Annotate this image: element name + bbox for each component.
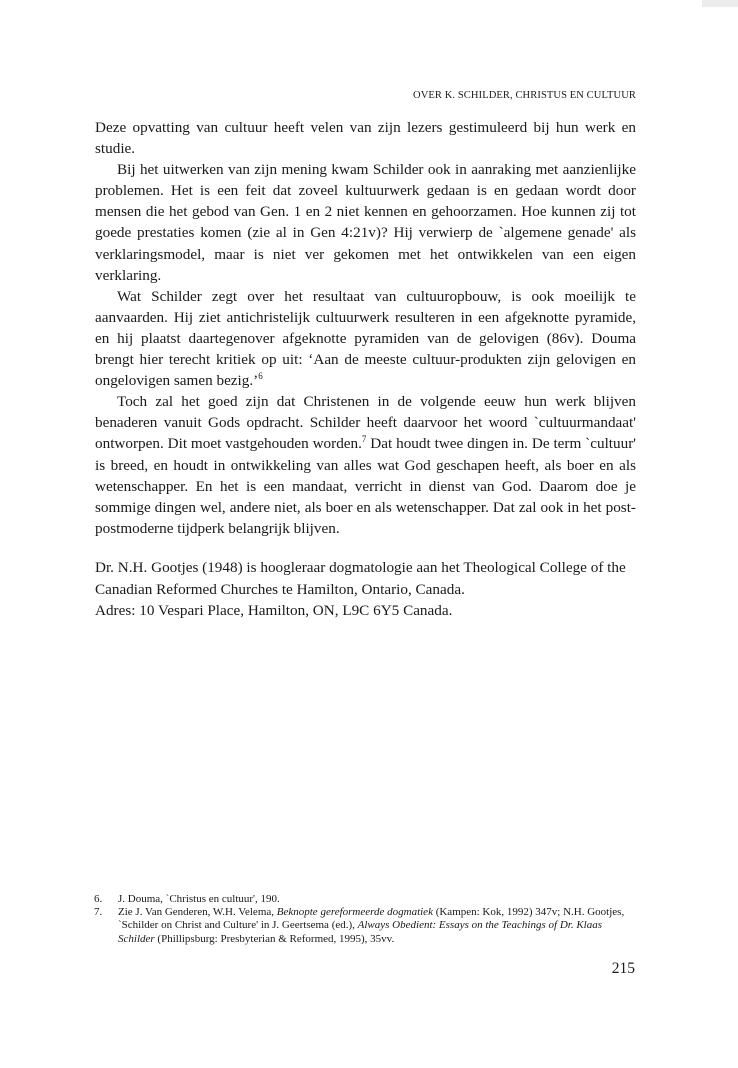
footnote-7 [94,906,639,946]
footnote-book-title: Beknopte gereformeerde dogmatiek [276,906,433,919]
footnote-6 [94,893,639,906]
footnote-book-title: Always Obedient: Essays on the Teachings of Dr. Klaas Schilder [118,919,602,945]
paragraph-3-text: Wat Schilder zegt over het resultaat van cultuuropbouw, is ook moeilijk te aanvaarden. Hij ziet antichristelijk cultuurwerk resulteren in een afgeknotte pyramide, en hij plaatst daartegenover afgeknotte pyramiden van de gelovigen (86v). Douma brengt hier terecht kritiek op uit: ‘Aan de meeste cultuur-produkten zijn gelovigen en ongelovigen samen bezig.’ [95,287,636,390]
footnote-text-part: (Kampen: Kok, 1992) 347v; N.H. Gootjes, `Schilder on Christ and Culture' in J. Geertsema (ed.), [118,906,625,932]
paragraph-4 [95,391,636,539]
footnote-text-part: Zie J. Van Genderen, W.H. Velema, [118,906,277,919]
author-note [95,557,640,622]
paragraph-2: Bij het uitwerken van zijn mening kwam Schilder ook in aanraking met aanzienlijke problemen. Het is een feit dat zoveel kultuurwerk gedaan is en gedaan wordt door mensen die het gebod van Gen. 1 en 2 niet kennen en gehoorzamen. Hoe kunnen zij tot goede prestaties komen (zie al in Gen 4:21v)? Hij verwierp de `algemene genade' als verklaringsmodel, maar is niet ver gekomen met het ontwikkelen van een eigen verklaring. [95,161,636,284]
body-text [95,117,636,539]
footnote-ref-6[interactable]: 6 [258,371,263,382]
author-bio: Dr. N.H. Gootjes (1948) is hoogleraar dogmatologie aan het Theological College of the Canadian Reformed Churches te Hamilton, Ontario, Canada. [95,559,626,598]
scan-corner-mark [702,0,738,7]
paragraph-4-text: Toch zal het goed zijn dat Christenen in de volgende eeuw hun werk blijven benaderen vanuit Gods opdracht. Schilder heeft daarvoor het woord `cultuurmandaat' ontworpen. Dit moet vastgehouden worden. [95,393,636,453]
paragraph-4-tail: Dat houdt twee dingen in. De term `cultuur' is breed, en houdt in ontwikkeling van alles wat God geschapen heeft, als boer en als wetenschapper. En het is een mandaat, verricht in dienst van God. Daarom doe je sommige dingen wel, andere niet, als boer en als wetenschapper. Dat zal ook in het post-postmoderne tijdperk belangrijk blijven. [95,435,636,537]
running-header: OVER K. SCHILDER, CHRISTUS EN CULTUUR [413,90,636,101]
page-number: 215 [611,960,635,977]
author-address: Adres: 10 Vespari Place, Hamilton, ON, L9C 6Y5 Canada. [95,602,453,619]
footnote-text: J. Douma, `Christus en cultuur', 190. [118,893,280,905]
footnotes [94,893,639,946]
paragraph-1: Deze opvatting van cultuur heeft velen van zijn lezers gestimuleerd bij hun werk en studie. [95,119,636,158]
footnote-text-part: (Phillipsburg: Presbyterian & Reformed, 1995), 35vv. [154,932,395,945]
footnote-number: 6. [94,893,103,905]
footnote-number: 7. [94,906,103,919]
paragraph-3 [95,286,636,391]
footnote-text [118,906,639,946]
footnote-ref-7[interactable]: 7 [361,434,367,445]
